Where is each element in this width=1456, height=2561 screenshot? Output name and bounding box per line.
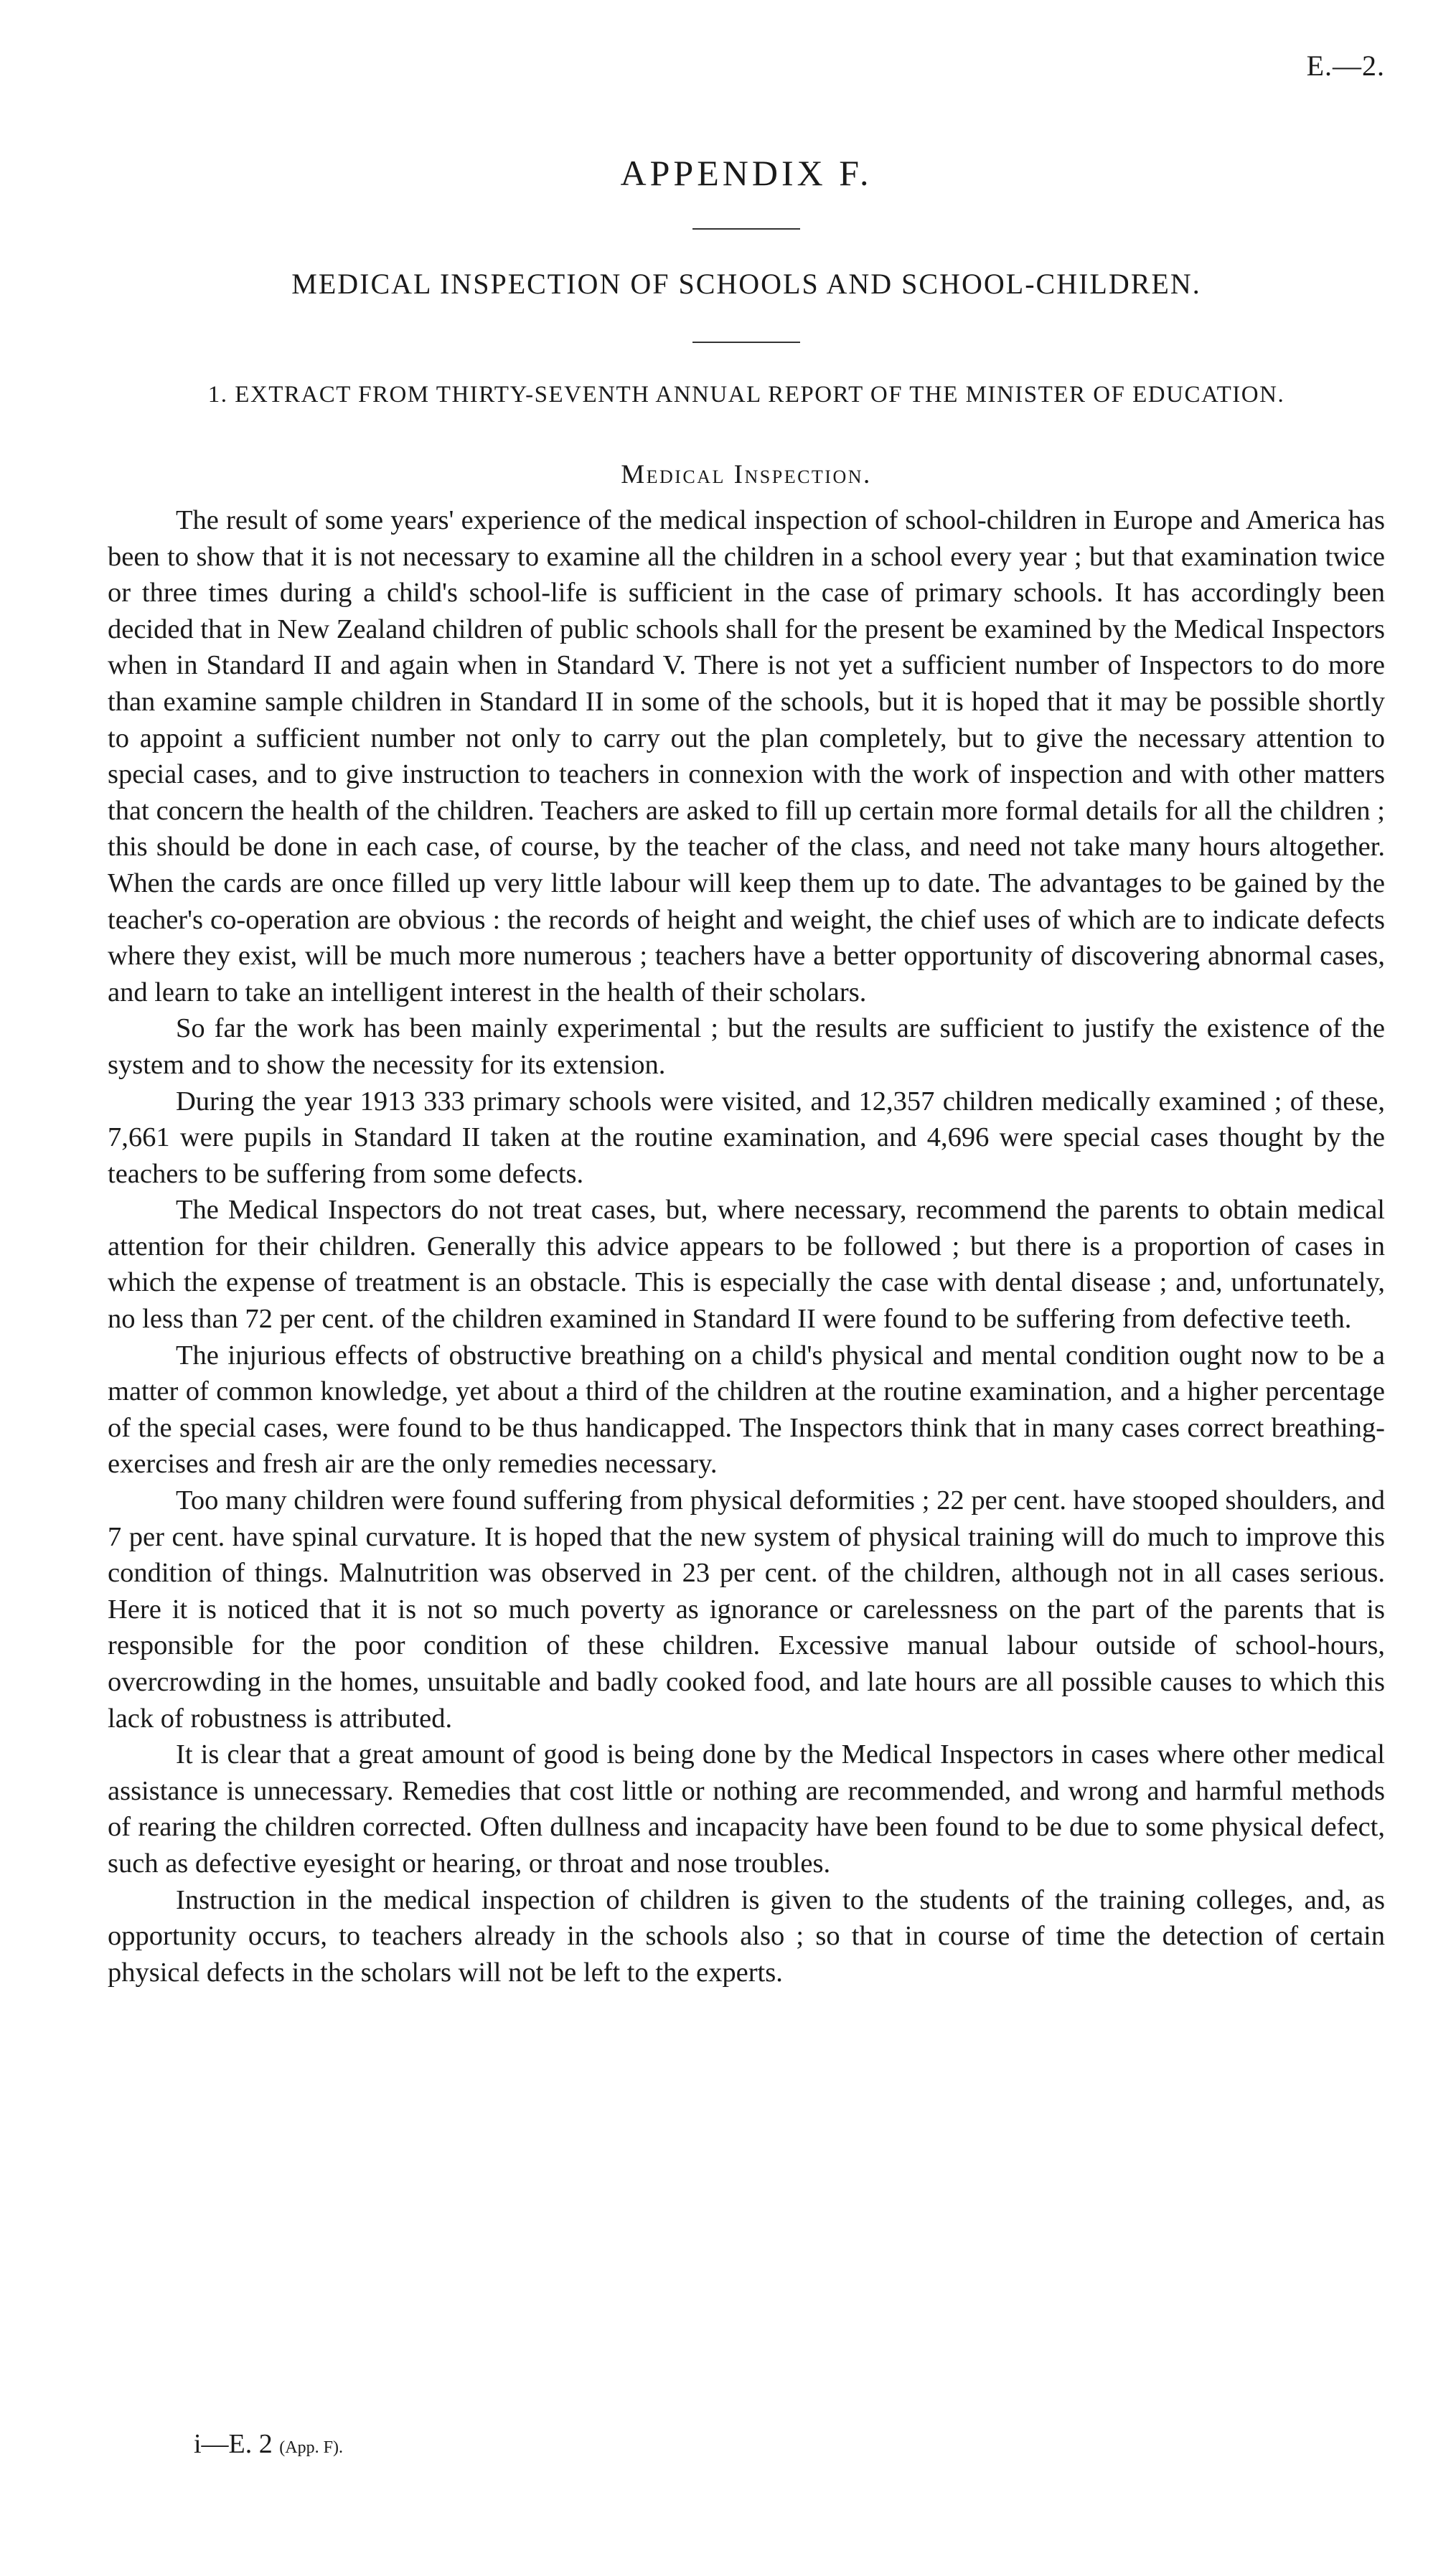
paragraph: So far the work has been mainly experimental ; but the results are sufficient to justify the existence of the system and to show the necessity for its extension. [108,1013,1385,1080]
extract-heading: 1. EXTRACT FROM THIRTY-SEVENTH ANNUAL REPORT OF THE MINISTER OF EDUCATION. [207,382,1285,408]
signature-code: i—E. 2 [194,2429,273,2459]
signature-suffix: (App. F). [279,2438,343,2457]
footer-signature [194,2428,343,2460]
paragraph: The injurious effects of obstructive breathing on a child's physical and mental condition ought now to be a matter of common knowledge, yet about a third of the children at the routine examination, and a higher percentage of the special cases, were found to be thus handicapped. The Inspectors think that in many cases correct breathing-exercises and fresh air are the only remedies necessary. [108,1340,1385,1480]
paragraph: Too many children were found suffering from physical deformities ; 22 per cent. have stooped shoulders, and 7 per cent. have spinal curvature. It is hoped that the new system of physical training will do much to improve this condition of things. Malnutrition was observed in 23 per cent. of the children, although not in all cases serious. Here it is noticed that it is not so much poverty as ignorance or carelessness on the part of the parents that is responsible for the poor condition of these children. Excessive manual labour outside of school-hours, overcrowding in the homes, unsuitable and badly cooked food, and late hours are all possible causes to which this lack of robustness is attributed. [108,1485,1385,1734]
paragraph: It is clear that a great amount of good is being done by the Medical Inspectors in cases where other medical assistance is unnecessary. Remedies that cost little or nothing are recommended, and wrong and harmful methods of rearing the children corrected. Often dullness and incapacity have been found to be due to some physical defect, such as defective eyesight or hearing, or throat and nose troubles. [108,1739,1385,1879]
appendix-title: APPENDIX F. [620,153,873,193]
divider-rule [692,228,800,230]
page-reference: E.—2. [1306,50,1385,82]
paragraph: Instruction in the medical inspection of children is given to the students of the training colleges, and, as opportunity occurs, to teachers already in the schools also ; so that in course of time the detection of certain physical defects in the scholars will not be left to the experts. [108,1884,1385,1988]
body-text [108,502,1385,1991]
paragraph: During the year 1913 333 primary schools were visited, and 12,357 children medically examined ; of these, 7,661 were pupils in Standard II taken at the routine examination, and 4,696 were special cases thought by the teachers to be suffering from some defects. [108,1086,1385,1189]
document-title: MEDICAL INSPECTION OF SCHOOLS AND SCHOOL-CHILDREN. [291,268,1201,300]
divider-rule [692,342,800,343]
section-heading: Medical Inspection. [621,460,872,489]
paragraph: The result of some years' experience of the medical inspection of school-children in Europe and America has been to show that it is not necessary to examine all the children in a school every year ; but that examination twice or three times during a child's school-life is sufficient in the case of primary schools. It has accordingly been decided that in New Zealand children of public schools shall for the present be examined by the Medical Inspectors when in Standard II and again when in Standard V. There is not yet a sufficient number of Inspectors to do more than examine sample children in Standard II in some of the schools, but it is hoped that it may be possible shortly to appoint a sufficient number not only to carry out the plan completely, but to give the necessary attention to special cases, and to give instruction to teachers in connexion with the work of inspection and with other matters that concern the health of the children. Teachers are asked to fill up certain more formal details for all the children ; this should be done in each case, of course, by the teacher of the class, and need not take many hours altogether. When the cards are once filled up very little labour will keep them up to date. The advantages to be gained by the teacher's co-operation are obvious : the records of height and weight, the chief uses of which are to indicate defects where they exist, will be much more numerous ; teachers have a better opportunity of discovering abnormal cases, and learn to take an intelligent interest in the health of their scholars. [108,505,1385,1007]
document-page [108,0,1385,2561]
paragraph: The Medical Inspectors do not treat cases, but, where necessary, recommend the parents to obtain medical attention for their children. Generally this advice appears to be followed ; but there is a proportion of cases in which the expense of treatment is an obstacle. This is especially the case with dental disease ; and, unfortunately, no less than 72 per cent. of the children examined in Standard II were found to be suffering from defective teeth. [108,1195,1385,1335]
